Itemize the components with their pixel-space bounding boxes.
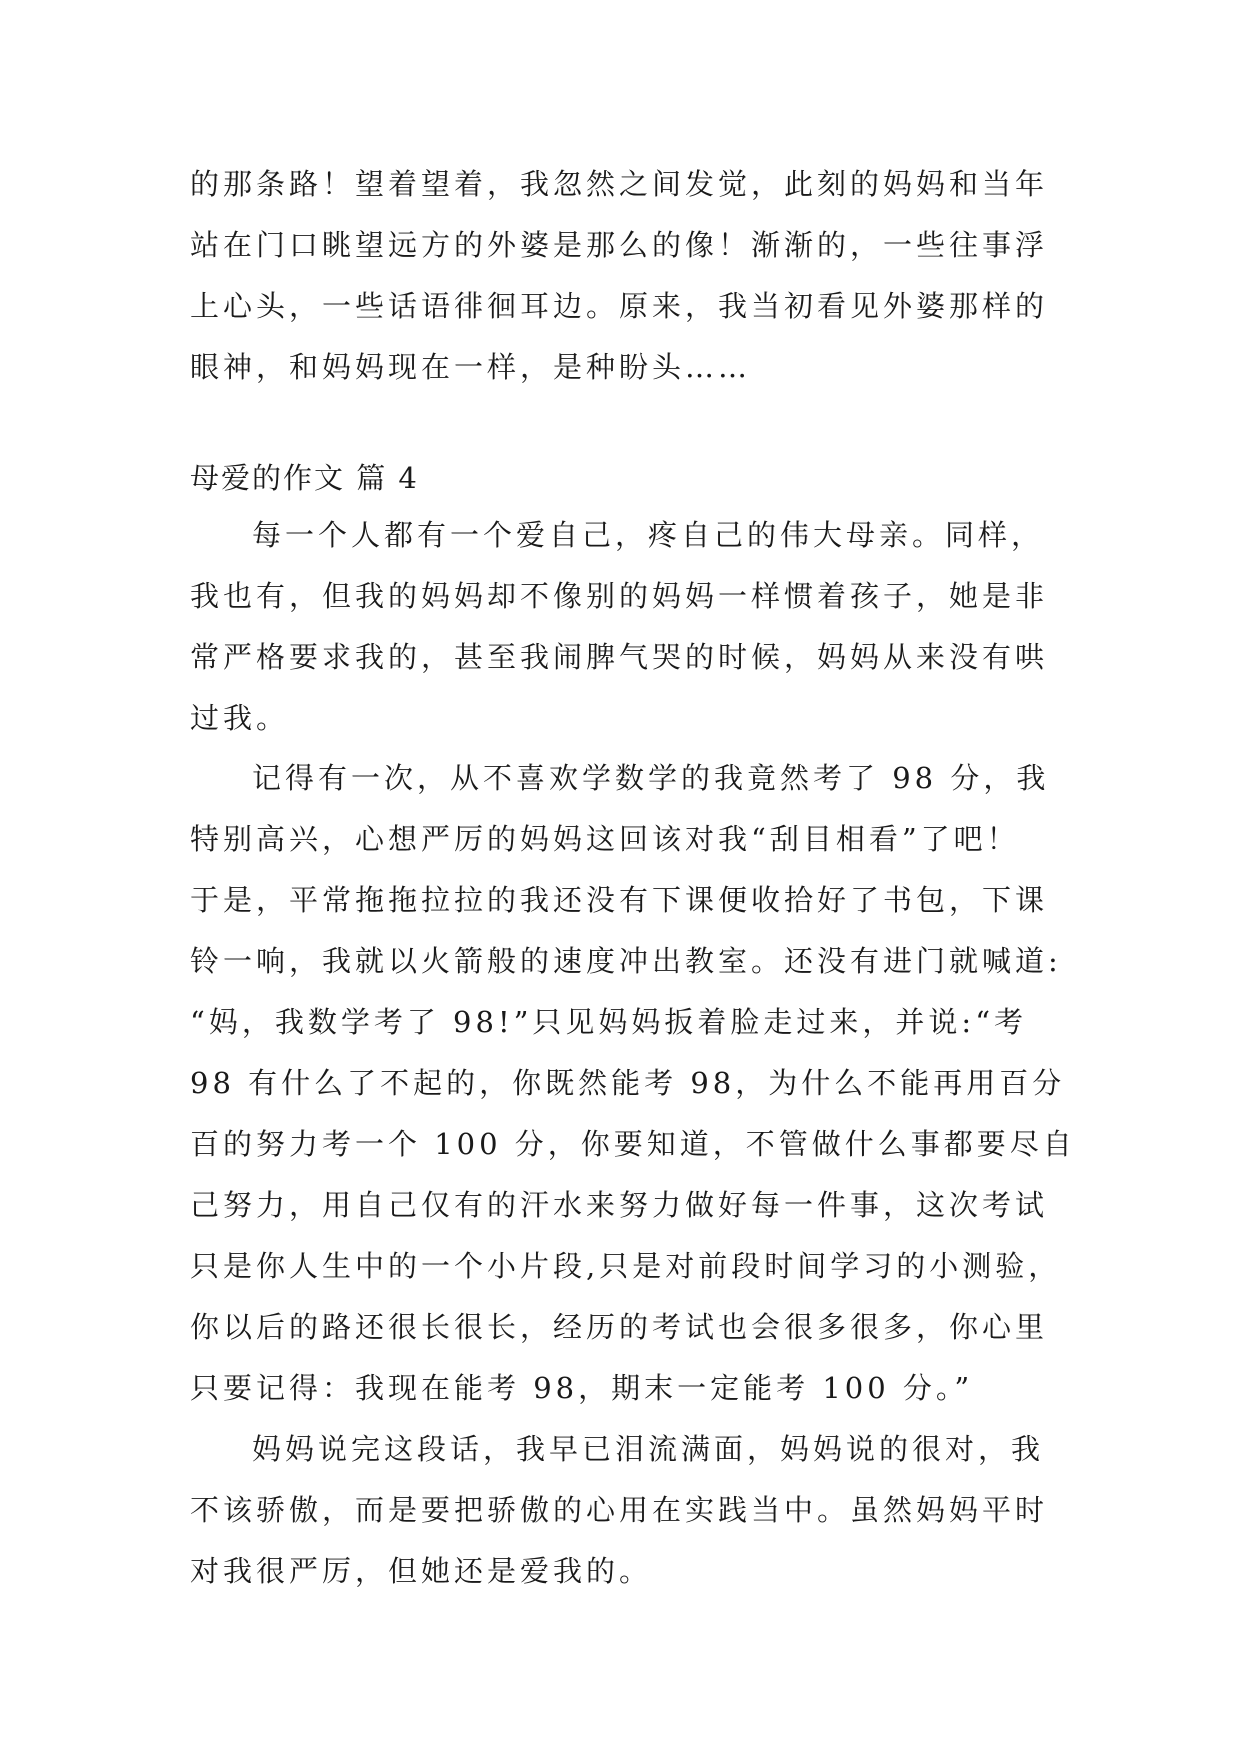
text-line: 眼神，和妈妈现在一样，是种盼头…… [190, 350, 752, 384]
text-line: 每一个人都有一个爱自己，疼自己的伟大母亲。同样， [252, 518, 1045, 552]
text-line: 你以后的路还很长很长，经历的考试也会很多很多，你心里 [190, 1310, 1049, 1344]
text-line: 站在门口眺望远方的外婆是那么的像！渐渐的，一些往事浮 [190, 228, 1049, 262]
text-line: 不该骄傲，而是要把骄傲的心用在实践当中。虽然妈妈平时 [190, 1493, 1049, 1527]
text-line: 98 有什么了不起的，你既然能考 98，为什么不能再用百分 [190, 1066, 1066, 1100]
text-line: 百的努力考一个 100 分，你要知道，不管做什么事都要尽自 [190, 1127, 1076, 1161]
text-line: 对我很严厉，但她还是爱我的。 [190, 1554, 653, 1588]
text-line: 过我。 [190, 701, 290, 735]
text-line: 记得有一次，从不喜欢学数学的我竟然考了 98 分，我 [252, 761, 1050, 795]
text-line: 妈妈说完这段话，我早已泪流满面，妈妈说的很对，我 [252, 1432, 1045, 1466]
section-title: 母爱的作文 篇 4 [190, 461, 419, 495]
text-line: 于是，平常拖拖拉拉的我还没有下课便收拾好了书包，下课 [190, 883, 1049, 917]
text-line: “妈，我数学考了 98!”只见妈妈扳着脸走过来，并说:“考 [190, 1005, 1028, 1039]
text-line: 常严格要求我的，甚至我闹脾气哭的时候，妈妈从来没有哄 [190, 640, 1049, 674]
text-line: 我也有，但我的妈妈却不像别的妈妈一样惯着孩子，她是非 [190, 579, 1049, 613]
text-line: 上心头，一些话语徘徊耳边。原来，我当初看见外婆那样的 [190, 289, 1049, 323]
text-line: 只是你人生中的一个小片段,只是对前段时间学习的小测验， [190, 1249, 1062, 1283]
text-line: 特别高兴，心想严厉的妈妈这回该对我“刮目相看”了吧！ [190, 822, 1020, 856]
text-line: 只要记得：我现在能考 98，期末一定能考 100 分。” [190, 1371, 974, 1405]
text-line: 的那条路！望着望着，我忽然之间发觉，此刻的妈妈和当年 [190, 167, 1049, 201]
text-line: 己努力，用自己仅有的汗水来努力做好每一件事，这次考试 [190, 1188, 1049, 1222]
text-line: 铃一响，我就以火箭般的速度冲出教室。还没有进门就喊道: [190, 944, 1062, 978]
